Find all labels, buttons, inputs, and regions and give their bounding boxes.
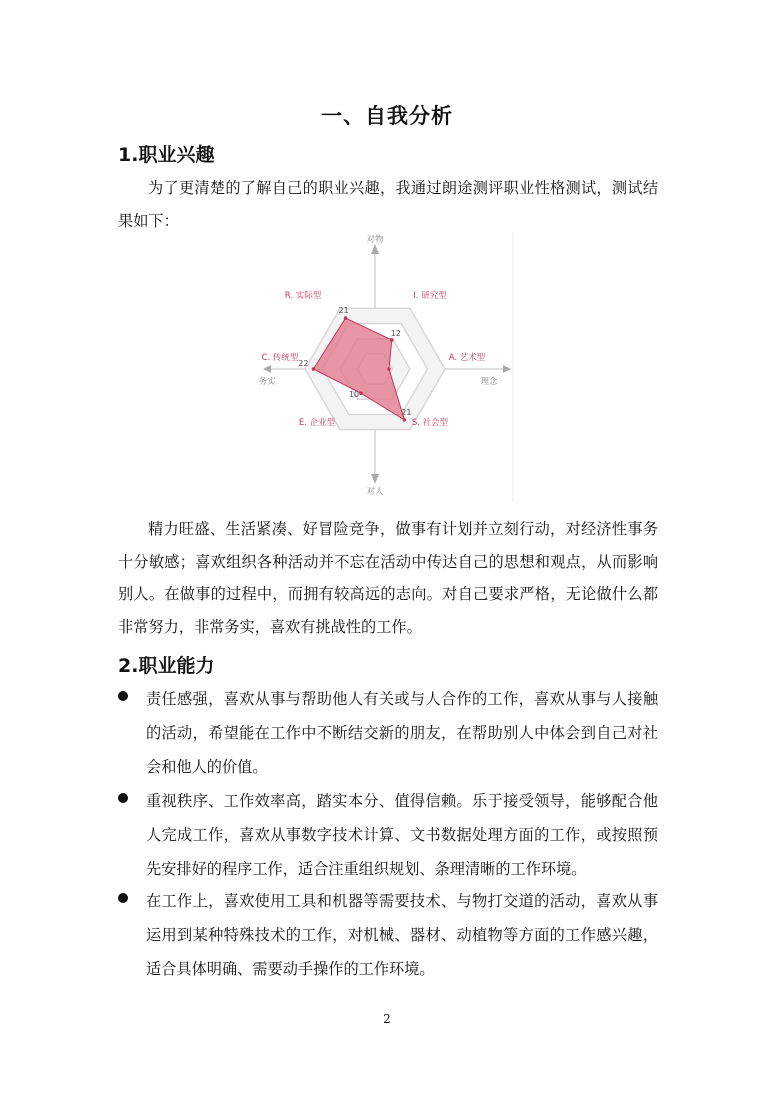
section-heading-ability: 2.职业能力 (118, 655, 215, 677)
list-item (118, 784, 658, 886)
list-item-text: 责任感强，喜欢从事与帮助他人有关或与人合作的工作，喜欢从事与人接触的活动，希望能在工作中不断结交新的朋友，在帮助别人中体会到自己对社会和他人的价值。 (146, 690, 658, 776)
radar-value-label: 21 (338, 306, 349, 316)
bullet-icon (118, 691, 128, 701)
axis-label-top: 对物 (366, 235, 384, 245)
list-item (118, 682, 658, 784)
radar-category-label: A. 艺术型 (448, 353, 486, 363)
radar-category-label: S. 社会型 (411, 418, 449, 428)
list-item-text: 在工作上，喜欢使用工具和机器等需要技术、与物打交道的活动，喜欢从事运用到某种特殊技术的工作，对机械、器材、动植物等方面的工作感兴趣，适合具体明确、需要动手操作的工作环境。 (146, 892, 658, 978)
radar-point (359, 391, 363, 395)
interest-description: 精力旺盛、生活紧凑、好冒险竞争，做事有计划并立刻行动，对经济性事务十分敏感；喜欢组织各种活动并不忘在活动中传达自己的思想和观点，从而影响别人。在做事的过程中，而拥有较高远的志向。对自己要求严格，无论做什么都非常努力，非常务实，喜欢有挑战性的工作。 (118, 520, 658, 636)
page-number: 2 (383, 1012, 391, 1026)
section-heading-interest: 1.职业兴趣 (118, 144, 215, 166)
radar-category-label: R. 实际型 (284, 291, 322, 301)
radar-chart (245, 232, 515, 502)
axis-label-right: 理念 (480, 377, 498, 387)
page-title: 一、自我分析 (321, 104, 453, 128)
radar-point (387, 367, 391, 371)
radar-category-label: E. 企业型 (298, 418, 336, 428)
radar-category-label: C. 传统型 (261, 353, 299, 363)
radar-value-label: 22 (298, 359, 309, 368)
list-item (118, 884, 658, 986)
radar-category-label: I. 研究型 (413, 291, 447, 301)
bullet-icon (118, 793, 128, 803)
radar-value-label: 21 (401, 407, 412, 417)
axis-label-bottom: 对人 (366, 487, 384, 497)
list-item-text: 重视秩序、工作效率高，踏实本分、值得信赖。乐于接受领导，能够配合他人完成工作，喜欢从事数字技术计算、文书数据处理方面的工作，或按照预先安排好的程序工作，适合注重组织规划、条理清晰的工作环境。 (146, 792, 658, 878)
radar-point (312, 367, 316, 371)
radar-value-label: 12 (390, 328, 401, 338)
radar-point (403, 418, 407, 422)
radar-value-label: 10 (348, 390, 360, 400)
axis-label-left: 务实 (258, 377, 276, 387)
radar-point (390, 338, 394, 342)
intro-paragraph: 为了更清楚的了解自己的职业兴趣，我通过朗途测评职业性格测试，测试结果如下： (118, 179, 658, 230)
radar-chart-svg (245, 232, 515, 502)
radar-point (344, 316, 348, 320)
bullet-icon (118, 893, 128, 903)
